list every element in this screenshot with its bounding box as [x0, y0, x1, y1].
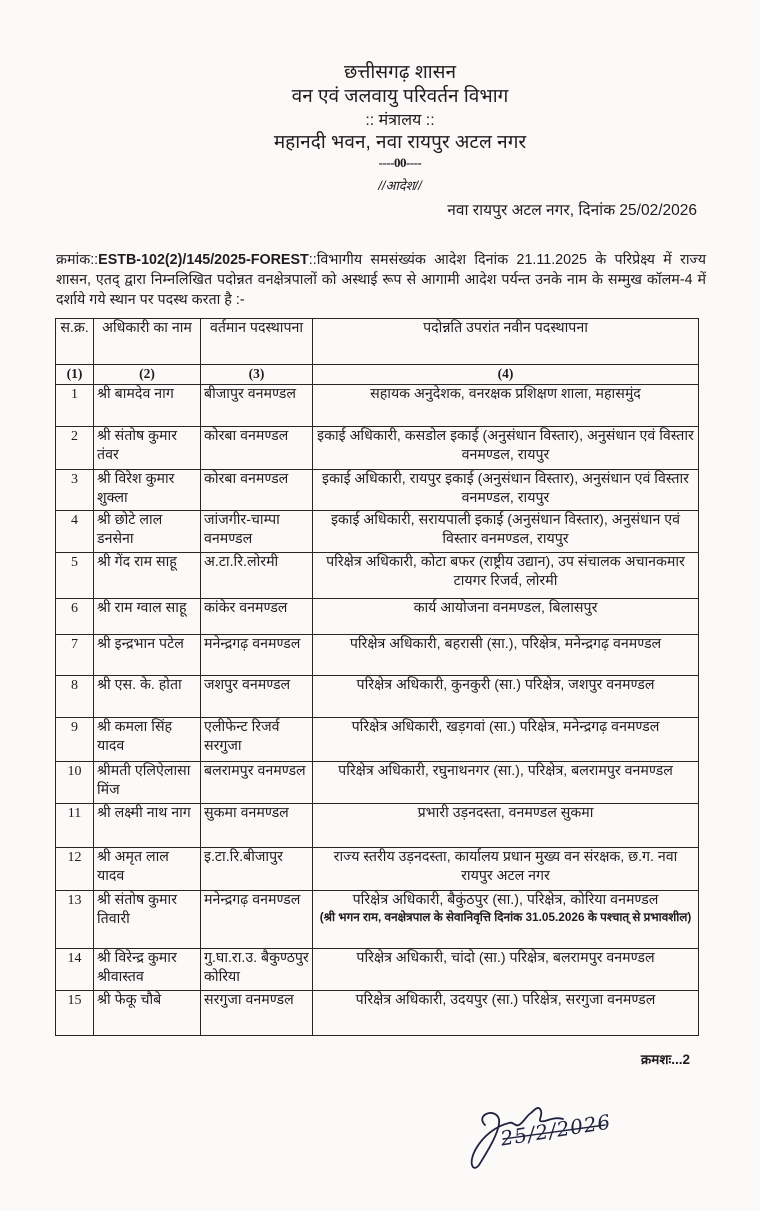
current-posting-cell: मनेन्द्रगढ़ वनमण्डल: [201, 891, 313, 949]
current-posting-cell: अ.टा.रि.लोरमी: [201, 553, 313, 599]
serial-number-cell: 4: [56, 511, 94, 553]
table-row: [56, 762, 699, 804]
table-header-row: [56, 319, 699, 365]
table-row: [56, 511, 699, 553]
current-posting-cell: सुकमा वनमण्डल: [201, 804, 313, 848]
serial-number-cell: 2: [56, 427, 94, 470]
new-posting-text: राज्य स्तरीय उड़नदस्ता, कार्यालय प्रधान मुख्य वन संरक्षक, छ.ग. नवा रायपुर अटल नगर: [333, 849, 678, 884]
officer-name-cell: श्री राम ग्वाल साहू: [94, 599, 201, 635]
table-row: [56, 470, 699, 511]
posting-table: [55, 318, 699, 1036]
department-name: वन एवं जलवायु परिवर्तन विभाग: [291, 86, 509, 107]
column-number: (3): [201, 365, 313, 385]
new-posting-cell: [313, 891, 699, 949]
officer-name-cell: श्री लक्ष्मी नाथ नाग: [94, 804, 201, 848]
current-posting-cell: कांकेर वनमण्डल: [201, 599, 313, 635]
serial-number-cell: 1: [56, 385, 94, 427]
current-posting-cell: कोरबा वनमण्डल: [201, 470, 313, 511]
officer-name-cell: श्रीमती एलिऐलासा मिंज: [94, 762, 201, 804]
new-posting-cell: [313, 635, 699, 676]
serial-number-cell: 13: [56, 891, 94, 949]
new-posting-cell: [313, 762, 699, 804]
new-posting-cell: [313, 848, 699, 891]
current-posting-cell: सरगुजा वनमण्डल: [201, 991, 313, 1036]
officer-name-cell: श्री फेकू चौबे: [94, 991, 201, 1036]
signature-date: 25/2/2026: [498, 1109, 613, 1151]
govt-name: छत्तीसगढ़ शासन: [343, 62, 457, 83]
new-posting-text: परिक्षेत्र अधिकारी, कोटा बफर (राष्ट्रीय उद्यान), उप संचालक अचानकमार टायगर रिजर्व, लोरमी: [326, 554, 685, 589]
column-number: (4): [313, 365, 699, 385]
current-posting-cell: एलीफेन्ट रिजर्व सरगुजा: [201, 718, 313, 762]
new-posting-text: परिक्षेत्र अधिकारी, खड़गवां (सा.) परिक्षेत्र, मनेन्द्रगढ़ वनमण्डल: [351, 719, 660, 735]
serial-number-cell: 6: [56, 599, 94, 635]
officer-name-cell: श्री विरेन्द्र कुमार श्रीवास्तव: [94, 949, 201, 991]
officer-name-cell: श्री गेंद राम साहू: [94, 553, 201, 599]
current-posting-cell: बलरामपुर वनमण्डल: [201, 762, 313, 804]
serial-number-cell: 12: [56, 848, 94, 891]
new-posting-text: परिक्षेत्र अधिकारी, बहरासी (सा.), परिक्षेत्र, मनेन्द्रगढ़ वनमण्डल: [349, 636, 662, 652]
serial-number-cell: 8: [56, 676, 94, 718]
new-posting-cell: [313, 991, 699, 1036]
table-row: [56, 891, 699, 949]
officer-name-cell: श्री कमला सिंह यादव: [94, 718, 201, 762]
new-posting-text: इकाई अधिकारी, सरायपाली इकाई (अनुसंधान विस्तार), अनुसंधान एवं विस्तार वनमण्डल, रायपुर: [330, 512, 681, 547]
new-posting-cell: [313, 718, 699, 762]
table-row: [56, 718, 699, 762]
current-posting-cell: मनेन्द्रगढ़ वनमण्डल: [201, 635, 313, 676]
order-reference-paragraph: [56, 250, 706, 310]
new-posting-cell: [313, 804, 699, 848]
current-posting-cell: गु.घा.रा.उ. बैकुण्ठपुर कोरिया: [201, 949, 313, 991]
new-posting-cell: [313, 427, 699, 470]
table-row: [56, 676, 699, 718]
posting-effective-note: (श्री भगन राम, वनक्षेत्रपाल के सेवानिवृत्ति दिनांक 31.05.2026 के पश्चात् से प्रभावशील): [319, 910, 692, 924]
new-posting-cell: [313, 676, 699, 718]
table-row: [56, 848, 699, 891]
new-posting-cell: [313, 599, 699, 635]
new-posting-text: इकाई अधिकारी, रायपुर इकाई (अनुसंधान विस्तार), अनुसंधान एवं विस्तार वनमण्डल, रायपुर: [322, 471, 689, 506]
order-label: //आदेश//: [378, 178, 422, 193]
new-posting-text: परिक्षेत्र अधिकारी, चांदो (सा.) परिक्षेत्र, बलरामपुर वनमण्डल: [356, 950, 655, 966]
serial-number-cell: 15: [56, 991, 94, 1036]
table-row: [56, 804, 699, 848]
table-row: [56, 553, 699, 599]
table-body: [56, 385, 699, 1036]
new-posting-text: परिक्षेत्र अधिकारी, बैकुंठपुर (सा.), परिक्षेत्र, कोरिया वनमण्डल: [352, 892, 659, 908]
officer-name-cell: श्री विरेश कुमार शुक्ला: [94, 470, 201, 511]
table-row: [56, 991, 699, 1036]
serial-number-cell: 3: [56, 470, 94, 511]
new-posting-cell: [313, 511, 699, 553]
header-new-posting: पदोन्नति उपरांत नवीन पदस्थापना: [313, 319, 699, 365]
column-number: (2): [94, 365, 201, 385]
serial-number-cell: 10: [56, 762, 94, 804]
new-posting-cell: [313, 553, 699, 599]
serial-number-cell: 5: [56, 553, 94, 599]
new-posting-text: परिक्षेत्र अधिकारी, उदयपुर (सा.) परिक्षेत्र, सरगुजा वनमण्डल: [355, 992, 656, 1008]
serial-number-cell: 14: [56, 949, 94, 991]
new-posting-text: परिक्षेत्र अधिकारी, कुनकुरी (सा.) परिक्षेत्र, जशपुर वनमण्डल: [356, 677, 655, 693]
separator-text: ----00----: [378, 155, 422, 170]
header-serial: स.क्र.: [56, 319, 94, 365]
officer-name-cell: श्री एस. के. होता: [94, 676, 201, 718]
current-posting-cell: इ.टा.रि.बीजापुर: [201, 848, 313, 891]
table-row: [56, 949, 699, 991]
table-row: [56, 385, 699, 427]
table-row: [56, 635, 699, 676]
current-posting-cell: कोरबा वनमण्डल: [201, 427, 313, 470]
new-posting-cell: [313, 385, 699, 427]
officer-name-cell: श्री संतोष कुमार तंवर: [94, 427, 201, 470]
header-current-posting: वर्तमान पदस्थापना: [201, 319, 313, 365]
header-officer-name: अधिकारी का नाम: [94, 319, 201, 365]
reference-body: ::विभागीय समसंख्यंक आदेश दिनांक 21.11.2025 के परिप्रेक्ष्य में राज्य शासन, एतद् द्वारा निम्नलिखित पदोन्नत वनक्षेत्रपालों को अस्थाई रूप से आगामी आदेश पर्यन्त उनके नाम के सम्मुख कॉलम-4 में दर्शाये गये स्थान पर पदस्थ करता है :-: [56, 252, 706, 308]
office-address: महानदी भवन, नवा रायपुर अटल नगर: [273, 132, 527, 153]
officer-name-cell: श्री संतोष कुमार तिवारी: [94, 891, 201, 949]
current-posting-cell: जशपुर वनमण्डल: [201, 676, 313, 718]
new-posting-text: सहायक अनुदेशक, वनरक्षक प्रशिक्षण शाला, महासमुंद: [370, 386, 641, 402]
column-number-row: [56, 365, 699, 385]
serial-number-cell: 11: [56, 804, 94, 848]
officer-name-cell: श्री छोटे लाल डनसेना: [94, 511, 201, 553]
new-posting-text: परिक्षेत्र अधिकारी, रघुनाथनगर (सा.), परिक्षेत्र, बलरामपुर वनमण्डल: [338, 763, 673, 779]
officer-name-cell: श्री अमृत लाल यादव: [94, 848, 201, 891]
current-posting-cell: जांजगीर-चाम्पा वनमण्डल: [201, 511, 313, 553]
place-date-line: नवा रायपुर अटल नगर, दिनांक 25/02/2026: [447, 202, 697, 219]
new-posting-text: कार्य आयोजना वनमण्डल, बिलासपुर: [413, 600, 598, 616]
new-posting-cell: [313, 470, 699, 511]
officer-name-cell: श्री बामदेव नाग: [94, 385, 201, 427]
table-row: [56, 427, 699, 470]
current-posting-cell: बीजापुर वनमण्डल: [201, 385, 313, 427]
ministry-label: :: मंत्रालय ::: [365, 112, 435, 129]
serial-number-cell: 7: [56, 635, 94, 676]
reference-number: ESTB-102(2)/145/2025-FOREST: [98, 252, 309, 268]
table-row: [56, 599, 699, 635]
new-posting-cell: [313, 949, 699, 991]
new-posting-text: प्रभारी उड़नदस्ता, वनमण्डल सुकमा: [417, 805, 594, 821]
new-posting-text: इकाई अधिकारी, कसडोल इकाई (अनुसंधान विस्तार), अनुसंधान एवं विस्तार वनमण्डल, रायपुर: [317, 428, 694, 463]
column-number: (1): [56, 365, 94, 385]
serial-number-cell: 9: [56, 718, 94, 762]
continued-marker: क्रमशः...2: [640, 1052, 690, 1067]
officer-name-cell: श्री इन्द्रभान पटेल: [94, 635, 201, 676]
reference-prefix: क्रमांक::: [56, 252, 99, 268]
